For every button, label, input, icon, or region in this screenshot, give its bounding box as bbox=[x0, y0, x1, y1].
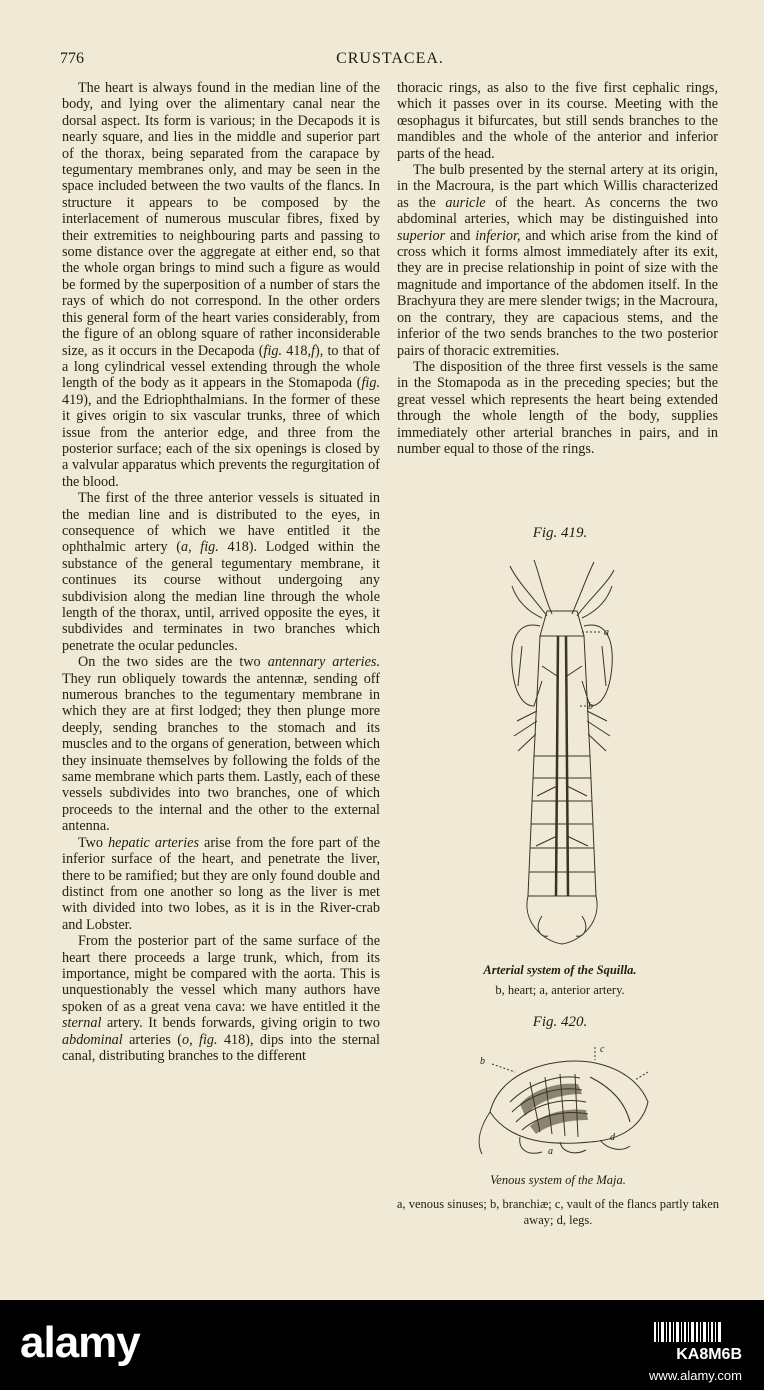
figure-420-caption-text: a, venous sinuses; b, branchiæ; c, vault of the flancs partly taken away; d, legs. bbox=[396, 1197, 720, 1227]
text-run: The bulb presented by the sternal artery at its origin, in the Macroura, is the part which Willis characterized as the bbox=[397, 162, 718, 211]
figure-419-caption-text: b, heart; a, anterior artery. bbox=[495, 983, 625, 997]
figure-420-label: Fig. 420. bbox=[532, 1014, 588, 1030]
text-run: The first of the three anterior vessels is situated in the median line and is distributed to the eyes, in consequence of which we have entitled it the ophthalmic artery ( bbox=[62, 490, 380, 556]
paragraph bbox=[397, 80, 718, 162]
figure-419-label: Fig. 419. bbox=[532, 525, 588, 541]
italic-text: f bbox=[311, 342, 316, 359]
stock-image-id: KA8M6B bbox=[676, 1346, 742, 1363]
text-run: 418), dips into the sternal canal, distributing branches to the different bbox=[62, 1031, 380, 1064]
text-run: The heart is always found in the median line of the body, and lying over the alimentary canal near the dorsal aspect. Its form is various; in the Decapods it is nearly square, and lies in the middle and superior part of the thorax, being separated from the carapace by tegumentary membranes only, and may be seen in the space included between the two vaults of the flancs. In structure it appears to be composed by the interlacement of numerous muscular fibres, fixed by their extremities to neighbouring parts and passing to some distance over the aggregate at either end, so that the whole organ brings to mind such a figure as would be formed by the superposition of a number of stars the rays of which do not correspond. In the other orders this general form of the heart varies considerably, from the figure of an oblong square of rather inconsiderable size, as it occurs in the Decapoda ( bbox=[62, 80, 380, 359]
text-run: 418). Lodged within the substance of the general tegumentary membrane, it continues its course without undergoing any subdivision along the median line through the whole length of the thorax, until, arrived opposite the eyes, it subdivides and terminates in two branches which penetrate the ocular peduncles. bbox=[62, 539, 380, 654]
paragraph bbox=[397, 162, 718, 359]
page-number: 776 bbox=[60, 50, 84, 67]
figure-419-caption-title: Arterial system of the Squilla. bbox=[483, 963, 637, 977]
text-run: and bbox=[445, 227, 476, 244]
figure-419-caption bbox=[430, 962, 690, 998]
italic-text: fig. bbox=[361, 375, 380, 392]
text-run: They run obliquely towards the antennæ, sending off numerous branches to the tegumentary membrane in which they are at first lodged; they then plunge more deeply, sending branches to the stomach and its muscles and to the organs of generation, between which they insinuate themselves by following the folds of the same membrane which parts them. Lastly, each of these vessels subdivides into two branches, one of which proceeds to the internal and the other to the external antenna. bbox=[62, 670, 380, 835]
italic-text: auricle bbox=[445, 194, 486, 211]
paragraph bbox=[62, 490, 380, 654]
text-run: arteries ( bbox=[122, 1031, 182, 1048]
italic-text: antennary arteries. bbox=[267, 654, 380, 671]
text-run: artery. It bends forwards, giving origin to two bbox=[101, 1015, 380, 1032]
italic-text: hepatic arteries bbox=[108, 834, 199, 851]
text-run: of the heart. As concerns the two abdominal arteries, which may be distinguished into bbox=[397, 194, 718, 228]
figure-419-squilla-illustration bbox=[462, 556, 662, 956]
alamy-logo: alamy bbox=[20, 1318, 140, 1367]
figure-420-letter-c: c bbox=[600, 1044, 605, 1055]
stock-url: www.alamy.com bbox=[649, 1368, 742, 1383]
paragraph bbox=[62, 654, 380, 834]
page-header bbox=[60, 50, 720, 74]
text-run: arise from the fore part of the inferior surface of the heart, and penetrate the liver, there to be ramified; but they are only found double and distinct from one another so long as the liver is met with divided into two lobes, as it is in the River-crab and Lobster. bbox=[62, 834, 380, 933]
running-title: CRUSTACEA. bbox=[336, 50, 444, 67]
text-run: On the two sides are the two bbox=[78, 654, 268, 671]
italic-text: fig. bbox=[263, 342, 283, 359]
italic-text: abdominal bbox=[62, 1031, 123, 1048]
text-run: and which arise from the kind of cross which it forms almost immediately after its exit, they are in precise relationship in point of size with the magnitude and importance of the abdomen itself. In the Brachyura they are mere slender twigs; in the Macroura, on the contrary, they are capacious stems, and the inferior of the two sends branches to the two posterior pairs of thoracic extremities. bbox=[397, 227, 718, 359]
figure-420-caption-title: Venous system of the Maja. bbox=[490, 1173, 626, 1187]
left-column bbox=[62, 80, 380, 1064]
figure-419-letter-a: a bbox=[604, 627, 609, 638]
paragraph bbox=[397, 359, 718, 457]
text-run: 419), and the Edriophthalmians. In the former of these it gives origin to six vascular trunks, three of which issue from the anterior edge, and three from the posterior surface; each of the six openings is closed by a valvular apparatus which prevents the regurgitation of the blood. bbox=[62, 391, 380, 490]
text-run: The disposition of the three first vessels is the same in the Stomapoda as in the preceding species; but the great vessel which represents the heart being extended through the whole length of the body, supplies immediately other arterial branches in pairs, and in number equal to those of the rings. bbox=[397, 358, 718, 457]
figure-420-letter-d: d bbox=[610, 1132, 615, 1143]
italic-text: sternal bbox=[62, 1015, 102, 1032]
text-run: Two bbox=[78, 834, 109, 851]
text-run: From the posterior part of the same surface of the heart there proceeds a large trunk, which, from its importance, might be compared with the aorta. This is unquestionably the vessel which many authors have spoken of as a great vena cava: we have entitled it the bbox=[62, 933, 380, 1015]
paragraph bbox=[62, 80, 380, 490]
right-column bbox=[397, 80, 718, 457]
paragraph bbox=[62, 933, 380, 1064]
text-run: thoracic rings, as also to the five first cephalic rings, which it passes over in its course. Meeting with the œsophagus it bifurcates, but still sends branches to the mandibles and the whole of the anterior and inferior parts of the head. bbox=[397, 80, 718, 162]
italic-text: a, fig. bbox=[180, 539, 219, 556]
italic-text: superior bbox=[397, 227, 446, 244]
figure-419-letter-b: b bbox=[588, 701, 593, 712]
figure-420-letter-a: a bbox=[548, 1146, 553, 1157]
figure-420-maja-illustration bbox=[470, 1042, 660, 1162]
paragraph bbox=[62, 835, 380, 933]
text-run: ), to that of a long cylindrical vessel extending through the whole length of the body as it appears in the Stomapoda ( bbox=[62, 342, 380, 392]
text-run: 418, bbox=[282, 342, 312, 359]
barcode-icon bbox=[654, 1322, 724, 1342]
figure-420-caption bbox=[396, 1172, 720, 1228]
figure-420-letter-b: b bbox=[480, 1056, 485, 1067]
italic-text: inferior, bbox=[475, 227, 521, 244]
italic-text: o, fig. bbox=[181, 1031, 218, 1048]
